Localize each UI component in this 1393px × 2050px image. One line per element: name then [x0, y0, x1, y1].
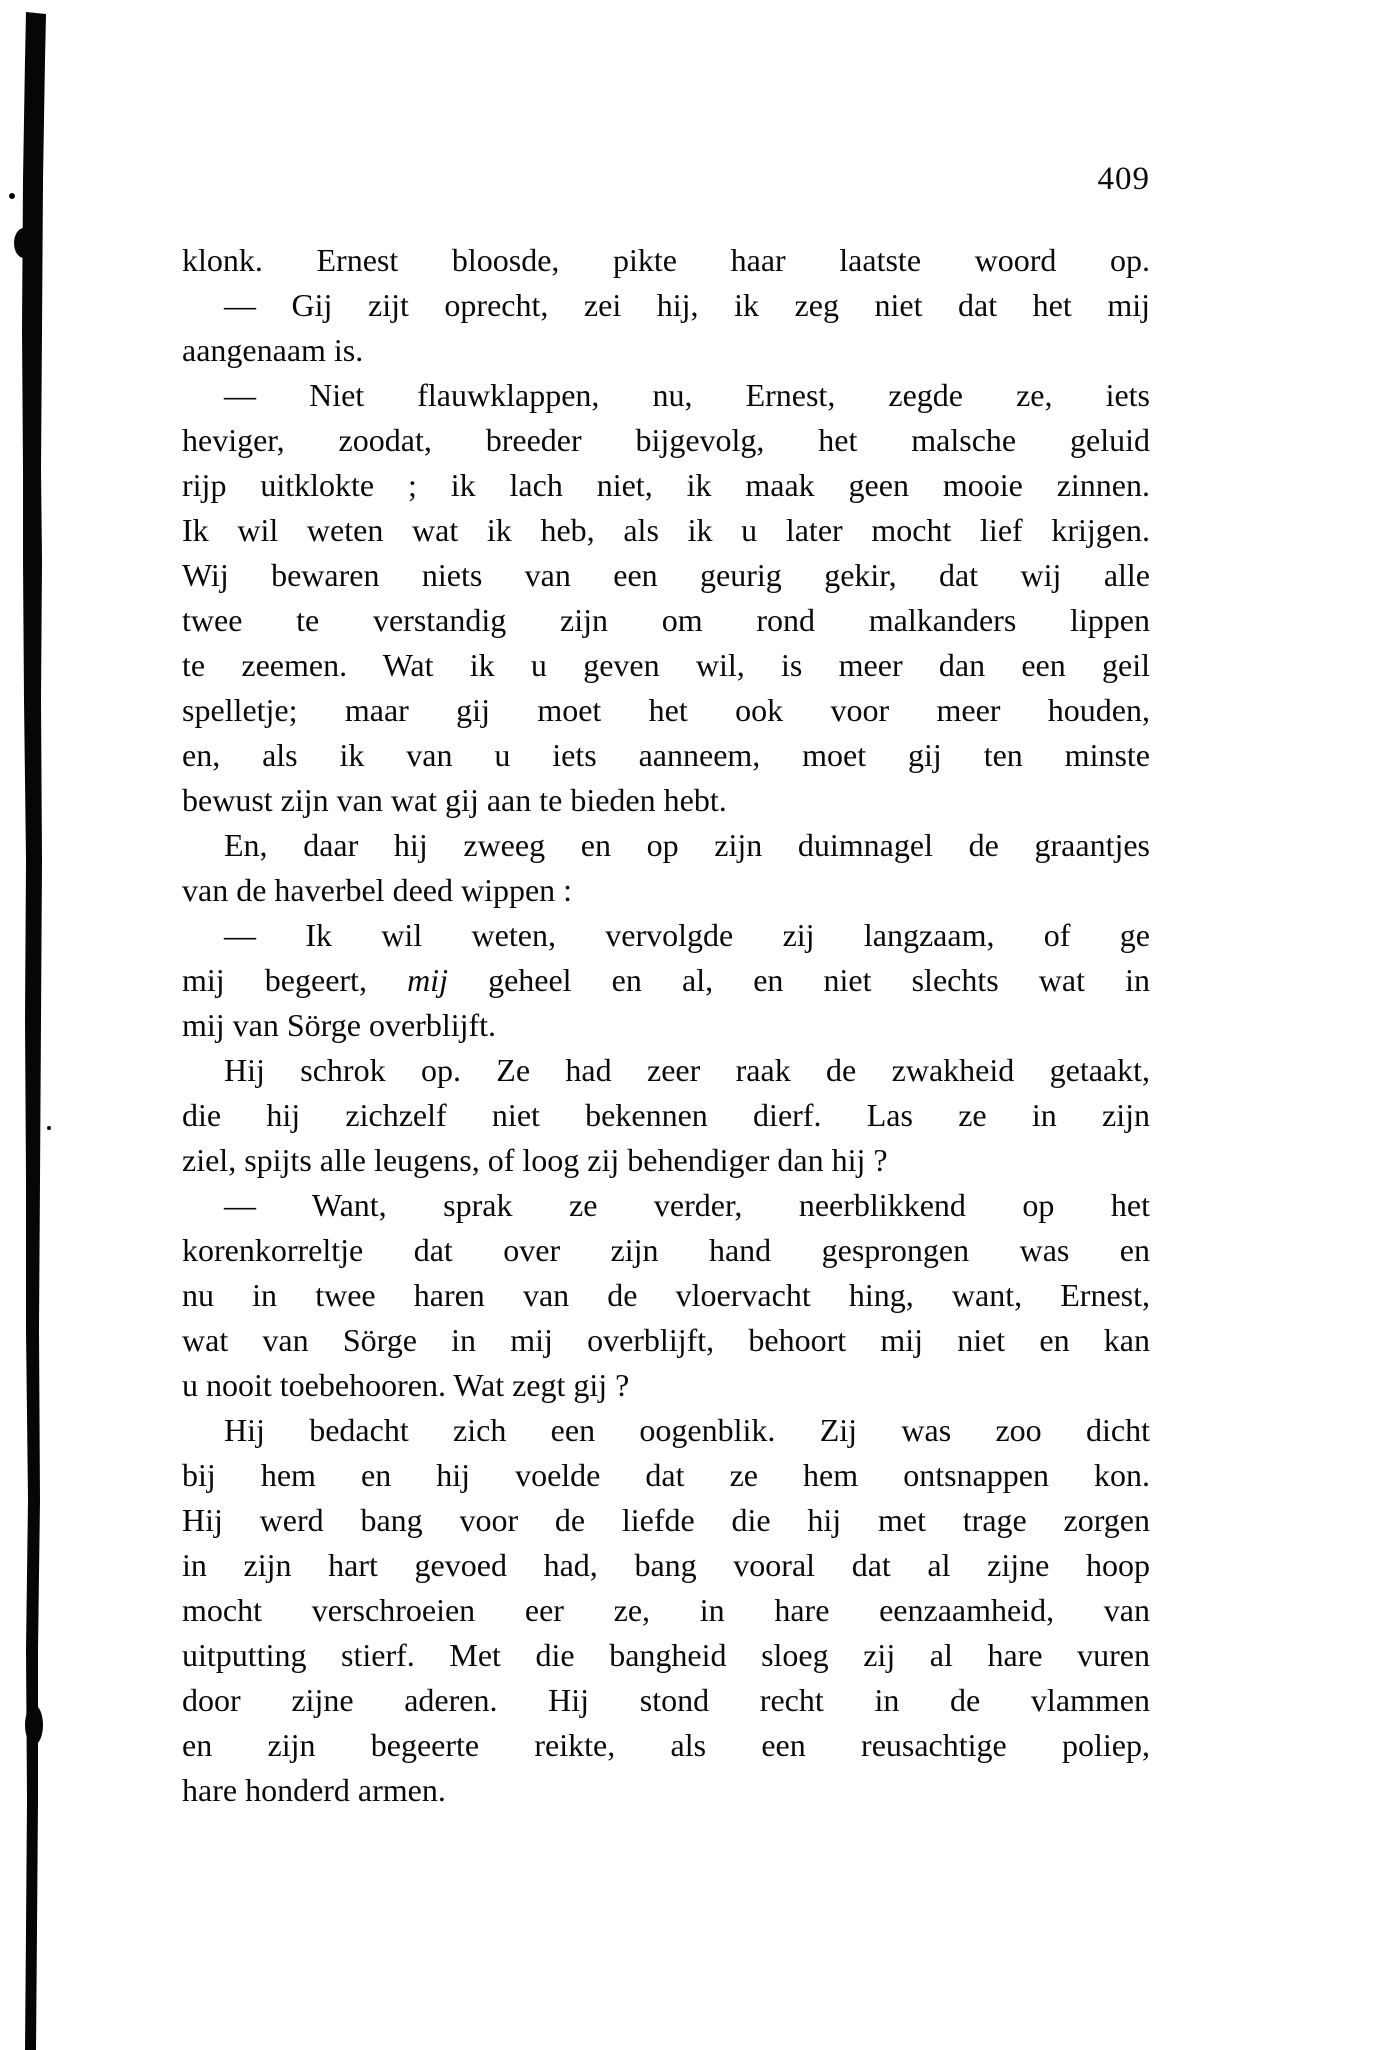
text-line [182, 1273, 1150, 1318]
text-segment: korenkorreltje dat over zijn hand gesprongen was en [182, 1232, 1150, 1268]
text-line [182, 643, 1150, 688]
text-line [182, 1723, 1150, 1768]
text-line [182, 868, 1150, 913]
page-number: 409 [1097, 161, 1150, 197]
text-line [182, 778, 1150, 823]
text-segment: mij begeert, [182, 962, 408, 998]
text-line [182, 913, 1150, 958]
text-segment: geheel en al, en niet slechts wat in [447, 962, 1151, 998]
scan-blob [14, 228, 34, 258]
text-segment: hare honderd armen. [182, 1772, 446, 1808]
text-segment: Wij bewaren niets van een geurig gekir, dat wij alle [182, 557, 1150, 593]
text-line [182, 1318, 1150, 1363]
text-segment: en zijn begeerte reikte, als een reusachtige poliep, [182, 1727, 1150, 1763]
italic-text: mij [407, 962, 448, 998]
text-line [182, 328, 1150, 373]
text-segment: van de haverbel deed wippen : [182, 872, 573, 908]
text-segment: — Ik wil weten, vervolgde zij langzaam, of ge [224, 917, 1150, 953]
body-text [182, 238, 1150, 1813]
text-line [182, 598, 1150, 643]
text-line [182, 1003, 1150, 1048]
text-line [182, 418, 1150, 463]
text-segment: die hij zichzelf niet bekennen dierf. Las ze in zijn [182, 1097, 1150, 1133]
text-segment: rijp uitklokte ; ik lach niet, ik maak geen mooie zinnen. [182, 467, 1150, 503]
text-segment: twee te verstandig zijn om rond malkanders lippen [182, 602, 1150, 638]
text-line [182, 733, 1150, 778]
scan-speck [9, 193, 15, 199]
text-segment: uitputting stierf. Met die bangheid sloeg zij al hare vuren [182, 1637, 1150, 1673]
text-segment: Hij bedacht zich een oogenblik. Zij was zoo dicht [224, 1412, 1150, 1448]
text-segment: te zeemen. Wat ik u geven wil, is meer dan een geil [182, 647, 1150, 683]
text-line [182, 1048, 1150, 1093]
text-segment: in zijn hart gevoed had, bang vooral dat al zijne hoop [182, 1547, 1150, 1583]
text-segment: bij hem en hij voelde dat ze hem ontsnappen kon. [182, 1457, 1150, 1493]
text-segment: mij van Sörge overblijft. [182, 1007, 497, 1043]
text-line [182, 958, 1150, 1003]
text-line [182, 508, 1150, 553]
text-segment: ziel, spijts alle leugens, of loog zij behendiger dan hij ? [182, 1142, 888, 1178]
text-line [182, 1363, 1150, 1408]
text-segment: heviger, zoodat, breeder bijgevolg, het malsche geluid [182, 422, 1150, 458]
text-line [182, 1093, 1150, 1138]
scan-speck [47, 1126, 51, 1130]
text-line [182, 688, 1150, 733]
text-line [182, 1228, 1150, 1273]
text-segment: klonk. Ernest bloosde, pikte haar laatste woord op. [182, 242, 1150, 278]
text-segment: — Gij zijt oprecht, zei hij, ik zeg niet dat het mij [224, 287, 1150, 323]
text-line [182, 1183, 1150, 1228]
text-line [182, 553, 1150, 598]
text-line [182, 1453, 1150, 1498]
scan-blob [25, 1705, 43, 1745]
text-line [182, 238, 1150, 283]
scan-gutter-shadow [0, 0, 70, 2050]
text-line [182, 373, 1150, 418]
text-line [182, 1138, 1150, 1183]
text-segment: u nooit toebehooren. Wat zegt gij ? [182, 1367, 630, 1403]
text-segment: bewust zijn van wat gij aan te bieden hebt. [182, 782, 727, 818]
text-segment: nu in twee haren van de vloervacht hing, want, Ernest, [182, 1277, 1150, 1313]
text-line [182, 1678, 1150, 1723]
text-segment: — Want, sprak ze verder, neerblikkend op het [224, 1187, 1150, 1223]
text-line [182, 283, 1150, 328]
text-line [182, 1768, 1150, 1813]
text-segment: wat van Sörge in mij overblijft, behoort mij niet en kan [182, 1322, 1150, 1358]
text-segment: Hij schrok op. Ze had zeer raak de zwakheid getaakt, [224, 1052, 1150, 1088]
text-segment: — Niet flauwklappen, nu, Ernest, zegde ze, iets [224, 377, 1150, 413]
text-segment: Hij werd bang voor de liefde die hij met trage zorgen [182, 1502, 1150, 1538]
text-segment: spelletje; maar gij moet het ook voor meer houden, [182, 692, 1150, 728]
text-segment: aangenaam is. [182, 332, 364, 368]
text-line [182, 1588, 1150, 1633]
text-line [182, 1543, 1150, 1588]
text-segment: mocht verschroeien eer ze, in hare eenzaamheid, van [182, 1592, 1150, 1628]
text-segment: En, daar hij zweeg en op zijn duimnagel de graantjes [224, 827, 1150, 863]
text-line [182, 463, 1150, 508]
text-line [182, 823, 1150, 868]
text-segment: en, als ik van u iets aanneem, moet gij ten minste [182, 737, 1150, 773]
text-line [182, 1498, 1150, 1543]
text-segment: Ik wil weten wat ik heb, als ik u later mocht lief krijgen. [182, 512, 1150, 548]
text-line [182, 1408, 1150, 1453]
text-line [182, 1633, 1150, 1678]
text-segment: door zijne aderen. Hij stond recht in de vlammen [182, 1682, 1150, 1718]
